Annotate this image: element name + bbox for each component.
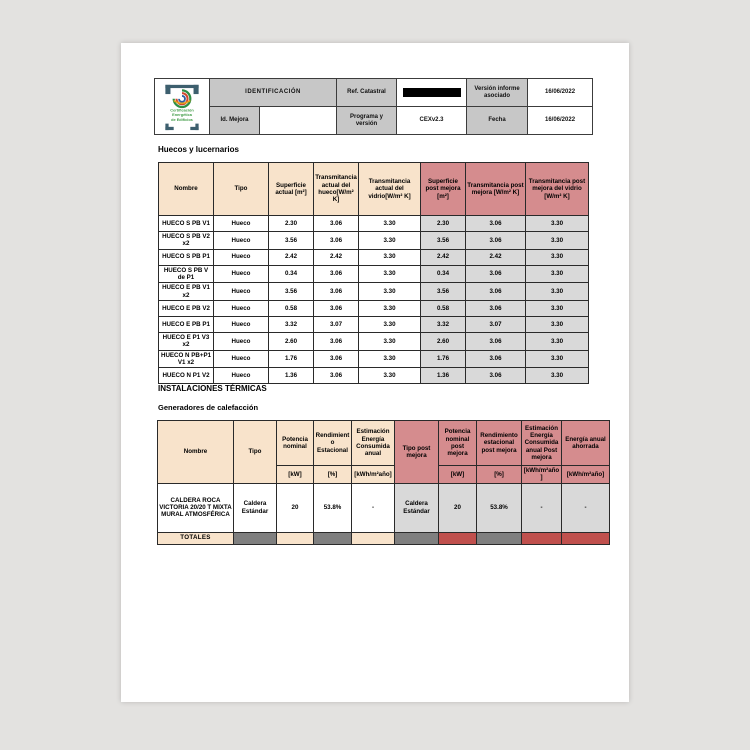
hueco-value-cell: 2.42: [421, 249, 466, 265]
huecos-header-row: [159, 163, 589, 216]
hueco-value-cell: Hueco: [214, 368, 269, 384]
generadores-unit-cell: [%]: [314, 466, 352, 484]
generadores-unit-cell: [kWh/m²año]: [562, 466, 610, 484]
identification-row-2: [155, 107, 593, 135]
huecos-table-row: [159, 332, 589, 350]
hueco-name-cell: HUECO E P1 V3 x2: [159, 332, 214, 350]
totals-cell: [234, 532, 277, 544]
huecos-header-cell: Transmitancia post mejora del vidrio [W/m² K]: [526, 163, 589, 216]
hueco-value-cell: 3.07: [314, 316, 359, 332]
redacted-ref-catastral-value: [403, 88, 461, 97]
hueco-value-cell: 3.30: [359, 232, 421, 250]
huecos-table-row: [159, 316, 589, 332]
huecos-header-cell: Tipo: [214, 163, 269, 216]
hueco-value-cell: 3.06: [314, 283, 359, 301]
hueco-value-cell: 3.06: [466, 368, 526, 384]
totals-cell: [352, 532, 395, 544]
hueco-value-cell: 3.06: [466, 332, 526, 350]
hueco-value-cell: 3.30: [359, 316, 421, 332]
id-mejora-value: [260, 107, 337, 135]
certification-logo-icon: [155, 83, 209, 131]
certification-logo: [155, 79, 210, 135]
hueco-value-cell: 3.30: [359, 283, 421, 301]
hueco-value-cell: Hueco: [214, 216, 269, 232]
totals-cell: [477, 532, 522, 544]
generadores-table-row: [158, 483, 610, 532]
generadores-header-cell: Estimación Energía Consumida anual Post mejora: [522, 421, 562, 466]
hueco-value-cell: 3.30: [359, 368, 421, 384]
version-informe-value: 16/06/2022: [528, 79, 593, 107]
hueco-value-cell: Hueco: [214, 300, 269, 316]
hueco-value-cell: 3.30: [359, 350, 421, 368]
hueco-name-cell: HUECO E PB V1 x2: [159, 283, 214, 301]
huecos-table-row: [159, 350, 589, 368]
generadores-unit-cell: [%]: [477, 466, 522, 484]
hueco-value-cell: 3.56: [269, 283, 314, 301]
generador-value-cell: -: [562, 483, 610, 532]
id-mejora-label: Id. Mejora: [210, 107, 260, 135]
hueco-value-cell: 3.06: [314, 232, 359, 250]
hueco-value-cell: 2.42: [269, 249, 314, 265]
hueco-value-cell: 0.34: [421, 265, 466, 283]
hueco-value-cell: 1.76: [269, 350, 314, 368]
hueco-value-cell: 3.06: [314, 350, 359, 368]
generadores-header-cell: Nombre: [158, 421, 234, 484]
huecos-table-row: [159, 232, 589, 250]
hueco-value-cell: 3.06: [314, 265, 359, 283]
hueco-name-cell: HUECO S PB V de P1: [159, 265, 214, 283]
generadores-header-cell: Energía anual ahorrada: [562, 421, 610, 466]
hueco-value-cell: 2.42: [314, 249, 359, 265]
logo-text-line-1: Certificación: [170, 107, 194, 113]
huecos-header-cell: Superficie actual [m²]: [269, 163, 314, 216]
generadores-header-cell: Tipo: [234, 421, 277, 484]
generadores-subsection-title: Generadores de calefacción: [158, 403, 259, 412]
ref-catastral-label: Ref. Catastral: [337, 79, 397, 107]
generadores-header-cell: Rendimiento estacional post mejora: [477, 421, 522, 466]
hueco-value-cell: 3.06: [314, 332, 359, 350]
totals-cell: [522, 532, 562, 544]
hueco-value-cell: 3.06: [466, 350, 526, 368]
huecos-table-row: [159, 216, 589, 232]
fecha-label: Fecha: [467, 107, 528, 135]
hueco-name-cell: HUECO N PB+P1 V1 x2: [159, 350, 214, 368]
identification-table: [154, 78, 593, 135]
generadores-header-cell: Rendimiento Estacional: [314, 421, 352, 466]
generador-value-cell: -: [352, 483, 395, 532]
programa-version-value: CEXv2.3: [397, 107, 467, 135]
hueco-value-cell: 3.07: [466, 316, 526, 332]
spiral-logo-icon: [161, 83, 203, 131]
hueco-name-cell: HUECO S PB P1: [159, 249, 214, 265]
hueco-value-cell: 3.06: [466, 216, 526, 232]
hueco-name-cell: HUECO N P1 V2: [159, 368, 214, 384]
hueco-value-cell: 3.30: [526, 232, 589, 250]
hueco-value-cell: 3.30: [359, 300, 421, 316]
hueco-value-cell: 1.76: [421, 350, 466, 368]
huecos-header-cell: Transmitancia actual del vidrio[W/m² K]: [359, 163, 421, 216]
hueco-value-cell: 0.34: [269, 265, 314, 283]
huecos-table-row: [159, 300, 589, 316]
hueco-value-cell: 3.30: [359, 249, 421, 265]
hueco-value-cell: 0.58: [269, 300, 314, 316]
hueco-value-cell: 3.30: [526, 350, 589, 368]
hueco-value-cell: 3.30: [526, 300, 589, 316]
hueco-value-cell: 3.56: [421, 283, 466, 301]
document-page: [121, 43, 629, 702]
hueco-value-cell: 1.36: [421, 368, 466, 384]
hueco-value-cell: 3.30: [526, 316, 589, 332]
hueco-value-cell: 1.36: [269, 368, 314, 384]
hueco-name-cell: HUECO S PB V1: [159, 216, 214, 232]
generador-value-cell: Caldera Estándar: [234, 483, 277, 532]
totals-cell: [562, 532, 610, 544]
generador-value-cell: 20: [439, 483, 477, 532]
hueco-value-cell: 0.58: [421, 300, 466, 316]
hueco-value-cell: 2.30: [269, 216, 314, 232]
hueco-name-cell: HUECO S PB V2 x2: [159, 232, 214, 250]
hueco-name-cell: HUECO E PB P1: [159, 316, 214, 332]
hueco-name-cell: HUECO E PB V2: [159, 300, 214, 316]
generadores-header-cell: Potencia nominal post mejora: [439, 421, 477, 466]
generadores-unit-cell: [kWh/m²año]: [522, 466, 562, 484]
generadores-totals-row: [158, 532, 610, 544]
version-informe-label: Versión informe asociado: [467, 79, 528, 107]
totals-cell: [439, 532, 477, 544]
generador-name-cell: CALDERA ROCA VICTORIA 20/20 T MIXTA MURAL ATMOSFÉRICA: [158, 483, 234, 532]
huecos-table-row: [159, 368, 589, 384]
fecha-value: 16/06/2022: [528, 107, 593, 135]
generadores-header-cell: Tipo post mejora: [395, 421, 439, 484]
instalaciones-section-title: INSTALACIONES TÉRMICAS: [158, 384, 267, 393]
generadores-header-cell: Estimación Energía Consumida anual: [352, 421, 395, 466]
hueco-value-cell: Hueco: [214, 316, 269, 332]
hueco-value-cell: 3.06: [314, 368, 359, 384]
hueco-value-cell: 2.60: [269, 332, 314, 350]
huecos-section-title: Huecos y lucernarios: [158, 145, 239, 154]
identification-row-1: [155, 79, 593, 107]
hueco-value-cell: 3.30: [359, 216, 421, 232]
generadores-unit-cell: [kWh/m²año]: [352, 466, 395, 484]
hueco-value-cell: 3.56: [269, 232, 314, 250]
hueco-value-cell: 2.30: [421, 216, 466, 232]
generadores-unit-cell: [kW]: [439, 466, 477, 484]
identification-title: IDENTIFICACIÓN: [210, 79, 337, 107]
huecos-header-cell: Nombre: [159, 163, 214, 216]
hueco-value-cell: 3.32: [421, 316, 466, 332]
ref-catastral-value-cell: [397, 79, 467, 107]
programa-version-label: Programa y versión: [337, 107, 397, 135]
generador-value-cell: -: [522, 483, 562, 532]
hueco-value-cell: 3.06: [314, 216, 359, 232]
generador-value-cell: Caldera Estándar: [395, 483, 439, 532]
totals-cell: [277, 532, 314, 544]
hueco-value-cell: 3.06: [466, 232, 526, 250]
hueco-value-cell: 3.30: [526, 249, 589, 265]
hueco-value-cell: 3.56: [421, 232, 466, 250]
hueco-value-cell: 3.30: [526, 332, 589, 350]
generador-value-cell: 53.8%: [314, 483, 352, 532]
hueco-value-cell: Hueco: [214, 232, 269, 250]
logo-text-line-3: de Edificios: [171, 116, 193, 122]
hueco-value-cell: Hueco: [214, 249, 269, 265]
hueco-value-cell: 3.06: [466, 283, 526, 301]
hueco-value-cell: 3.06: [466, 300, 526, 316]
huecos-header-cell: Transmitancia post mejora [W/m² K]: [466, 163, 526, 216]
huecos-table-row: [159, 283, 589, 301]
hueco-value-cell: 3.32: [269, 316, 314, 332]
generadores-table: [157, 420, 610, 545]
totals-cell: [314, 532, 352, 544]
generador-value-cell: 20: [277, 483, 314, 532]
hueco-value-cell: Hueco: [214, 350, 269, 368]
hueco-value-cell: 3.06: [466, 265, 526, 283]
hueco-value-cell: 3.30: [359, 265, 421, 283]
hueco-value-cell: Hueco: [214, 265, 269, 283]
huecos-table-row: [159, 265, 589, 283]
hueco-value-cell: Hueco: [214, 332, 269, 350]
totals-label-cell: TOTALES: [158, 532, 234, 544]
hueco-value-cell: 3.30: [526, 216, 589, 232]
logo-text-line-2: Energética: [172, 111, 192, 117]
generador-value-cell: 53.8%: [477, 483, 522, 532]
totals-cell: [395, 532, 439, 544]
generadores-header-row: [158, 421, 610, 466]
hueco-value-cell: 2.60: [421, 332, 466, 350]
hueco-value-cell: 3.30: [526, 283, 589, 301]
hueco-value-cell: 3.06: [314, 300, 359, 316]
hueco-value-cell: 3.30: [526, 368, 589, 384]
huecos-header-cell: Transmitancia actual del hueco[W/m² K]: [314, 163, 359, 216]
hueco-value-cell: 3.30: [359, 332, 421, 350]
hueco-value-cell: Hueco: [214, 283, 269, 301]
generadores-unit-cell: [kW]: [277, 466, 314, 484]
huecos-header-cell: Superficie post mejora [m²]: [421, 163, 466, 216]
huecos-table: [158, 162, 589, 384]
generadores-header-cell: Potencia nominal: [277, 421, 314, 466]
huecos-table-row: [159, 249, 589, 265]
hueco-value-cell: 2.42: [466, 249, 526, 265]
hueco-value-cell: 3.30: [526, 265, 589, 283]
